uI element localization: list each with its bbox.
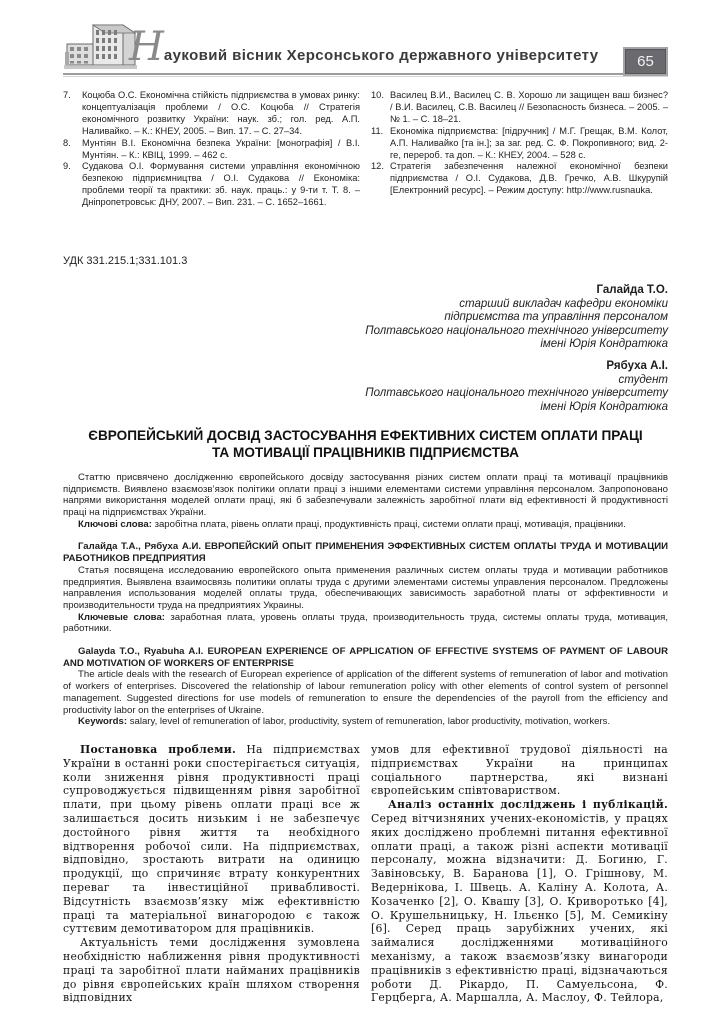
body-paragraph [371,743,668,798]
reference-text: Стратегія забезпечення належної економічної безпеки підприємства / О.І. Судакова, Д.В. Гречко, А.В. Шкурупій [Електронний ресурс]. – Режим доступу: http://www.rusnauka. [390,161,668,196]
reference-text: Судакова О.І. Формування системи управління економічною безпекою підприємництва / О.І. Судакова // Економіка: проблеми теорії та практики: зб. наук. праць.: у 9-ти т. Т. 8. – Дніпропетровськ: ДНУ, 2007. – Вип. 231. – С. 1652–1661. [82,161,360,208]
keywords-text: заработная плата, уровень оплаты труда, производительность труда, системы оплаты труда, мотивация, работники. [63,611,668,635]
body-paragraph [371,798,668,1005]
article-body [63,743,668,1005]
author-affiliation-line: імені Юрія Кондратюка [540,400,668,413]
keywords-label: Ключевые слова: [78,611,165,623]
reference-number: 12. [371,161,384,172]
abstract-keywords [63,716,668,728]
abstract-ukrainian [63,472,668,531]
author-affiliation-line: підприємства та управління персоналом [444,311,668,324]
abstract-text: Статтю присвячено дослідженню європейського досвіду застосування різних систем оплати праці та мотивації працівників підприємств. Виявлено взаємозв’язок політики оплати праці з іншими елементами системи управління персоналом. Запропоновано напрями використання моделей оплати праці, які б забезпечували залежність заробітної плати від ефективності й продуктивності праці на підприємствах України. [63,471,668,518]
abstract-keywords [63,519,668,531]
article-title-line: ТА МОТИВАЦІЇ ПРАЦІВНИКІВ ПІДПРИЄМСТВА [211,444,519,460]
author-affiliation-line: старший викладач кафедри економіки [459,298,668,311]
reference-item [371,126,668,162]
paragraph-text: умов для ефективної трудової діяльності на підприємствах України на принципах соціального партнерства, які визнані європейським співтовариством. [371,742,668,798]
author-name: Рябуха А.І. [606,360,668,373]
article-title-line: ЄВРОПЕЙСЬКИЙ ДОСВІД ЗАСТОСУВАННЯ ЕФЕКТИВНИХ СИСТЕМ ОПЛАТИ ПРАЦІ [88,427,643,443]
article-title [63,427,668,461]
reference-number: 8. [63,137,71,148]
reference-item [63,161,360,209]
keywords-text: salary, level of remuneration of labor, productivity, system of remuneration, labor productivity, motivation, workers. [127,716,611,728]
author-affiliation-line: студент [618,374,668,387]
author-affiliation-line: Полтавського національного технічного університету [365,324,668,337]
references-section [63,90,668,209]
body-right-column [371,743,668,1005]
reference-item [371,90,668,126]
keywords-label: Keywords: [78,716,128,728]
journal-masthead [63,22,598,70]
references-left-column [63,90,360,209]
authors-block [63,284,668,414]
abstract-text: The article deals with the research of European experience of application of the different systems of remuneration of labor and motivation of workers of enterprises. Discovered the relationship of labour remuneration policy with other elements of control system of personnel management. Suggested directions for use models of remuneration to ensure the dependencies of the payroll from the efficiency and productivity labor on the enterprises of Ukraine. [63,669,668,716]
keywords-label: Ключові слова: [78,518,152,530]
reference-text: Мунтіян В.І. Економічна безпека України: [монографія] / В.І. Мунтіян. – К.: КВІЦ, 1999. – 462 с. [82,137,360,160]
abstract-russian [63,541,668,635]
abstract-heading: Галайда Т.А., Рябуха А.И. ЕВРОПЕЙСКИЙ ОПЫТ ПРИМЕНЕНИЯ ЭФФЕКТИВНЫХ СИСТЕМ ОПЛАТЫ ТРУДА И МОТИВАЦИИ РАБОТНИКОВ ПРЕДПРИЯТИЯ [63,541,668,565]
udk-code: УДК 331.215.1;331.101.3 [63,255,188,268]
paragraph-lead: Аналіз останніх досліджень і публікацій. [388,798,668,812]
reference-text: Коцюба О.С. Економічна стійкість підприємства в умовах ринку: концептуалізація проблеми / О.С. Коцюба // Стратегія економічного розвитку України: наук. зб.; гол. ред. А.П. Наливайко. – К.: КНЕУ, 2005. – Вип. 17. – С. 27–34. [82,90,360,136]
journal-title: ауковий вісник Херсонського державного університету [163,47,599,64]
abstract-text: Статья посвящена исследованию европейского опыта применения различных систем оплаты труда и мотивации работников предприятия. Выявлена взаимосвязь политики оплаты труда с другими элементами системы управления персоналом. Предложены направления использования моделей оплаты труда, обеспечивающих зависимость заработной платы от эффективности и производительности труда на предприятиях Украины. [63,564,668,611]
reference-number: 7. [63,90,71,100]
reference-item [371,161,668,197]
body-paragraph [63,936,360,1005]
header-rule [63,73,668,77]
reference-number: 11. [371,125,384,136]
reference-text: Економіка підприємства: [підручник] / М.Г. Грещак, В.М. Колот, А.П. Наливайко [та ін.]; за заг. ред. С. Ф. Покропивного; вид. 2-ге, перероб. та доп. – К.: КНЕУ, 2004. – 528 с. [390,125,668,160]
abstract-english [63,646,668,728]
reference-item [63,138,360,162]
paragraph-text: Актуальність теми дослідження зумовлена необхідністю наближення рівня продуктивності праці та заробітної плати найманих працівників до рівня європейських країн шляхом створення відповідних [63,936,360,1005]
reference-text: Василец В.И., Василец С. В. Хорошо ли защищен ваш бизнес? / В.И. Василец, С.В. Василец // Безопасность бизнеса. – 2005. – № 1. – С. 18–21. [390,90,668,124]
keywords-text: заробітна плата, рівень оплати праці, продуктивність праці, системи оплати праці, мотивація, працівники. [151,518,626,530]
author-name: Галайда Т.О. [596,284,668,297]
author-affiliation-line: імені Юрія Кондратюка [540,337,668,350]
body-left-column [63,743,360,1005]
reference-number: 10. [371,90,384,100]
abstract-keywords [63,612,668,635]
abstract-heading: Galayda T.O., Ryabuha A.I. EUROPEAN EXPERIENCE OF APPLICATION OF EFFECTIVE SYSTEMS OF PAYMENT OF LABOUR AND MOTIVATION OF WORKERS OF ENTERPRISE [63,646,668,669]
author-entry [63,360,668,414]
reference-item [63,90,360,138]
page-header [63,18,668,70]
reference-number: 9. [63,161,71,172]
page-number-badge: 65 [623,47,668,76]
paragraph-lead: Постановка проблеми. [80,742,236,756]
author-entry [63,284,668,351]
author-affiliation-line: Полтавського національного технічного університету [365,387,668,400]
logo-letter: Н [129,24,162,70]
paragraph-text: Серед вітчизняних учених-економістів, у працях яких досліджено проблемні питання ефективної оплати праці, а також різні аспекти мотивації персоналу, можна відзначити: Д. Богиню, Г. Завіновську, В. Баранова [1], О. Грішнову, М. Ведернікова, І. Швець. А. Каліну А. Колота, А. Козаченко [2], О. Квашу [3], О. Криворотько [4], О. Крушельницьку, Н. Ільєнко [5], М. Семикіну [6]. Серед праць зарубіжних учених, які займалися дослідженнями мотиваційного механізму, а також взаємозв’язку винагороди працівників з ефективністю праці, відзначаються роботи Д. Рікардо, П. Самуельсона, Ф. Герцберга, А. Маршалла, А. Маслоу, Ф. Тейлора, [371,811,668,1005]
body-paragraph [63,743,360,936]
paragraph-text: На підприємствах України в останні роки спостерігається ситуація, коли зниження рівня продуктивності праці супроводжується підвищенням рівня заробітної плати, при цьому рівень оплати праці все ж залишається досить низьким і не забезпечує достойного рівня життя та необхідного відтворення робочої сили. На підприємствах, відповідно, зростають витрати на одиницю продукції, що спричиняє втрату конкурентних переваг та інвестиційної привабливості. Відсутність взаємозв’язку між ефективністю праці та матеріальної винагородою є також суттєвим демотиватором для працівників. [63,742,360,936]
references-right-column [371,90,668,209]
